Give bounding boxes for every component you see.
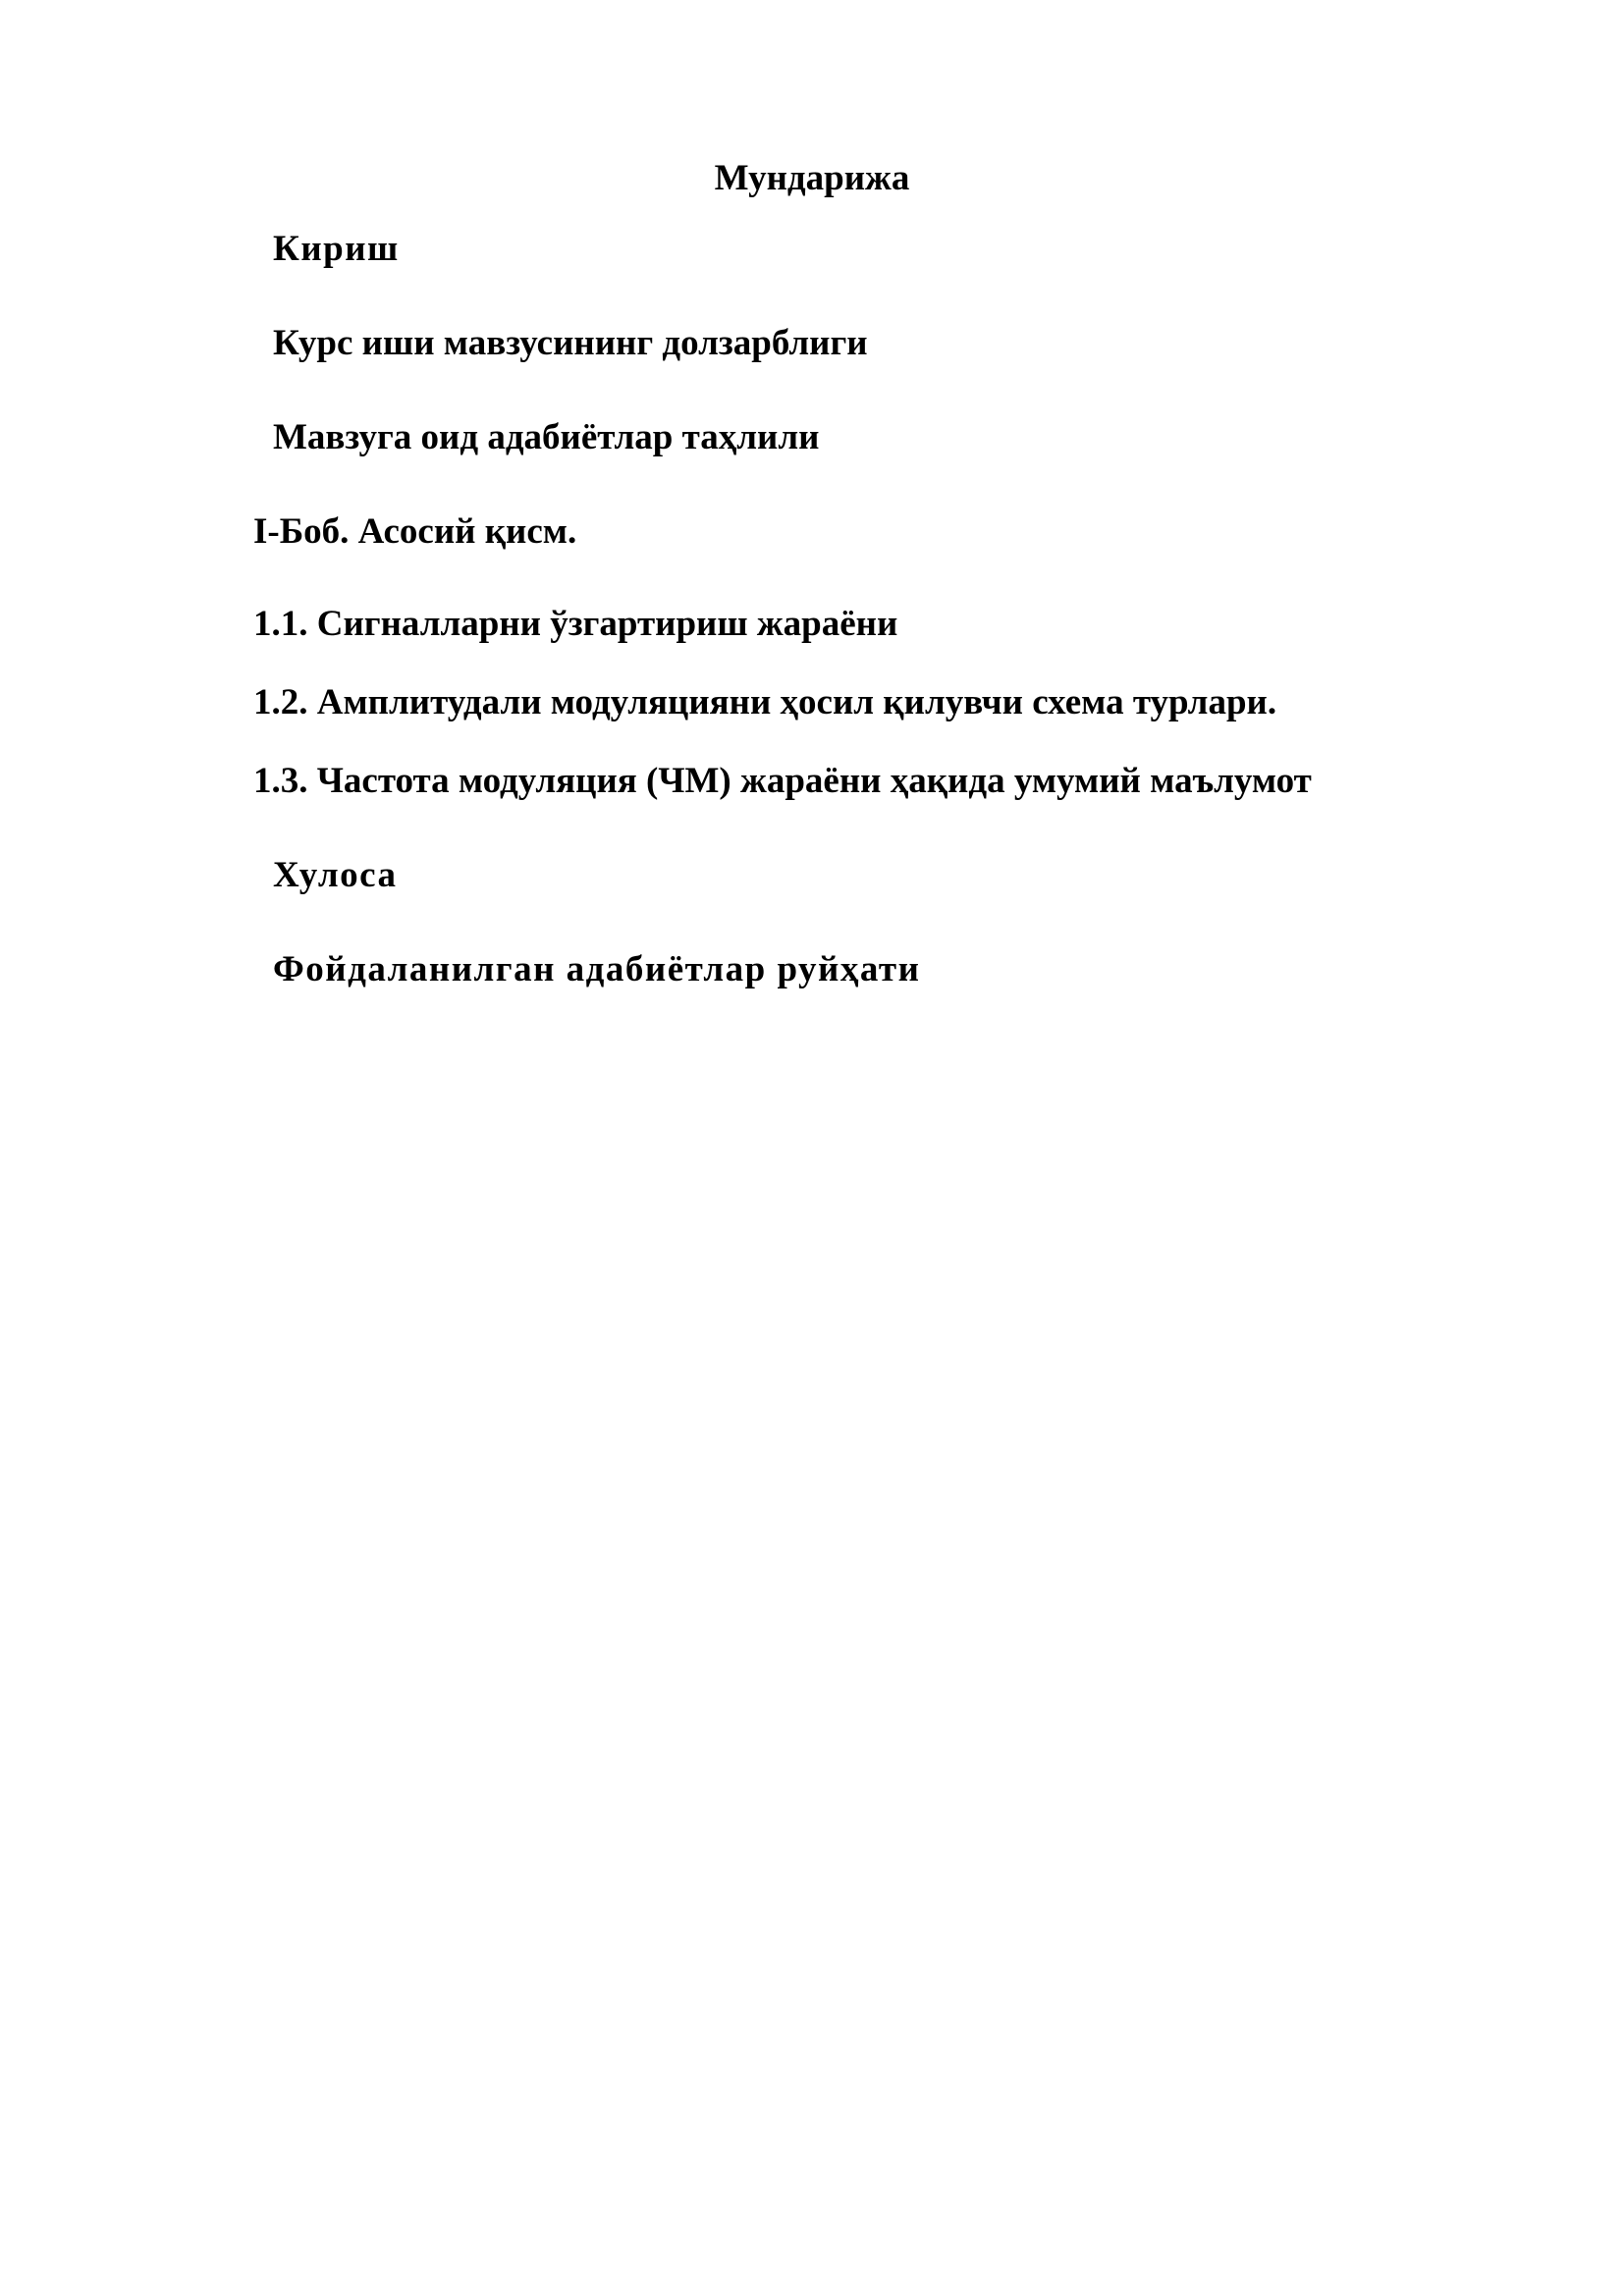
toc-entry-kirish: Кириш [273,229,400,269]
toc-entry-section-1-2: 1.2. Амплитудали модуляцияни ҳосил қилувчи схема турлари. [253,682,1277,722]
page-title: Мундарижа [714,158,910,198]
toc-entry-adabiyot-tahlili: Мавзуга оид адабиётлар таҳлили [273,417,820,457]
toc-entry-xulosa: Хулоса [273,855,398,895]
toc-entry-bibliography: Фойдаланилган адабиётлар руйҳати [273,949,921,989]
toc-entry-section-1-1: 1.1. Сигналларни ўзгартириш жараёни [253,604,898,644]
toc-entry-section-1-3: 1.3. Частота модуляция (ЧМ) жараёни ҳақида умумий маълумот [253,761,1312,801]
toc-entry-chapter-1: I-Боб. Асосий қисм. [253,511,577,552]
toc-entry-dolzarblik: Курс иши мавзусининг долзарблиги [273,323,868,363]
